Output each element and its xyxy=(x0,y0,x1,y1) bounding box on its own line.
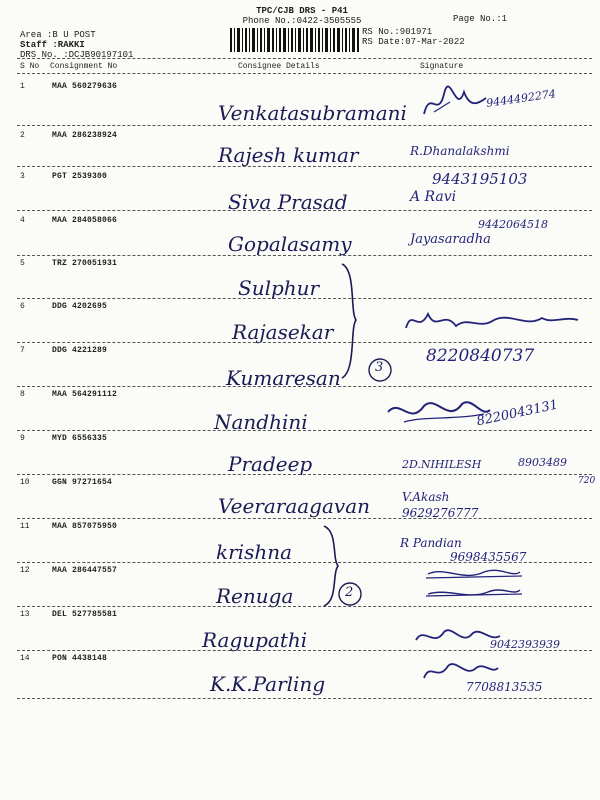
group-brace xyxy=(340,262,360,380)
row-consignment: DEL 527785581 xyxy=(52,610,118,619)
area: Area :B U POST xyxy=(20,30,96,40)
margin-note: 720 xyxy=(578,476,596,486)
row-consignment: MAA 286238924 xyxy=(52,131,118,140)
row-sno: 3 xyxy=(20,172,25,181)
row-sno: 5 xyxy=(20,259,25,268)
consignee-name: Rajesh kumar xyxy=(218,143,359,167)
row-divider xyxy=(17,562,592,563)
row-sno: 9 xyxy=(20,434,25,443)
row-consignment: PON 4438148 xyxy=(52,654,108,663)
consignee-name: K.K.Parling xyxy=(210,672,326,696)
signature-scribble xyxy=(412,622,502,652)
signature-phone: 8903489 xyxy=(518,456,567,469)
row-consignment: MAA 284058066 xyxy=(52,216,118,225)
signature-text: Jayasaradha xyxy=(410,232,491,247)
header-divider xyxy=(17,58,592,59)
header-right-block xyxy=(362,27,465,47)
row-sno: 8 xyxy=(20,390,25,399)
row-divider xyxy=(17,430,592,431)
signature-text: R.Dhanalakshmi xyxy=(410,144,510,158)
consignee-name: Rajasekar xyxy=(232,320,334,344)
header-title-block xyxy=(232,6,372,26)
row-divider xyxy=(17,386,592,387)
row-sno: 12 xyxy=(20,566,30,575)
consignee-name: Renuga xyxy=(216,584,294,608)
row-divider xyxy=(17,298,592,299)
staff: Staff :RAKKI xyxy=(20,40,85,50)
signature-phone: 9442064518 xyxy=(478,218,548,231)
consignee-name: Nandhini xyxy=(214,410,308,434)
signature-phone: 7708813535 xyxy=(466,680,543,694)
consignee-name: Sulphur xyxy=(238,276,320,300)
row-sno: 4 xyxy=(20,216,25,225)
row-divider xyxy=(17,342,592,343)
consignee-name: Veeraraagavan xyxy=(218,494,371,518)
header-phone: Phone No.:0422-3505555 xyxy=(242,16,362,26)
row-consignment: DDG 4202695 xyxy=(52,302,108,311)
row-sno: 13 xyxy=(20,610,30,619)
row-divider xyxy=(17,650,592,651)
row-sno: 7 xyxy=(20,346,25,355)
row-consignment: MAA 286447557 xyxy=(52,566,118,575)
signature-phone: 9698435567 xyxy=(450,550,527,564)
row-sno: 10 xyxy=(20,478,30,487)
row-consignment: MAA 564291112 xyxy=(52,390,118,399)
row-consignment: MYD 6556335 xyxy=(52,434,108,443)
consignee-name: Ragupathi xyxy=(202,628,308,652)
signature-text: R Pandian xyxy=(400,536,462,550)
row-consignment: PGT 2539300 xyxy=(52,172,108,181)
header-title: TPC/CJB DRS - P41 xyxy=(256,6,348,16)
row-sno: 14 xyxy=(20,654,30,663)
row-consignment: MAA 560279636 xyxy=(52,82,118,91)
signature-text: 2D.NIHILESH xyxy=(402,458,482,471)
row-divider xyxy=(17,518,592,519)
column-divider xyxy=(17,73,592,74)
signature-phone: 9629276777 xyxy=(402,506,479,520)
barcode xyxy=(230,28,360,52)
signature-scribble xyxy=(420,84,490,124)
signature-phone: 9443195103 xyxy=(432,170,528,188)
row-divider xyxy=(17,474,592,475)
row-sno: 6 xyxy=(20,302,25,311)
col-signature: Signature xyxy=(420,62,464,71)
row-divider xyxy=(17,210,592,211)
col-sno: S No xyxy=(20,62,40,71)
consignee-name: Kumaresan xyxy=(226,366,341,390)
row-sno: 2 xyxy=(20,131,25,140)
drs-number: DRS No. :DCJB90197101 xyxy=(20,50,134,60)
signature-text: A Ravi xyxy=(410,189,457,205)
group-count: 3 xyxy=(375,360,384,375)
row-sno: 11 xyxy=(20,522,30,531)
col-consignee: Consignee Details xyxy=(238,62,320,71)
consignee-name: Pradeep xyxy=(228,452,313,476)
consignee-name: Venkatasubramani xyxy=(218,101,407,125)
row-divider xyxy=(17,606,592,607)
signature-text: V.Akash xyxy=(402,490,450,504)
consignee-name: Gopalasamy xyxy=(228,232,352,256)
rs-date: RS Date:07-Mar-2022 xyxy=(362,37,465,47)
signature-phone: 8220043131 xyxy=(475,397,560,430)
page-number: Page No.:1 xyxy=(453,14,508,24)
consignee-name: Siva Prasad xyxy=(228,190,348,214)
row-consignment: GGN 97271654 xyxy=(52,478,113,487)
header-left-block xyxy=(20,30,133,60)
consignee-name: krishna xyxy=(216,540,293,564)
signature-phone: 9042393939 xyxy=(490,638,560,651)
row-divider xyxy=(17,125,592,126)
row-consignment: DDG 4221289 xyxy=(52,346,108,355)
row-divider xyxy=(17,255,592,256)
row-divider xyxy=(17,166,592,167)
col-consignment: Consignment No xyxy=(50,62,118,71)
signature-struck-out xyxy=(424,564,524,608)
signature-scribble xyxy=(402,306,582,338)
row-consignment: TRZ 270051931 xyxy=(52,259,118,268)
row-consignment: MAA 857075950 xyxy=(52,522,118,531)
rs-number: RS No.:901971 xyxy=(362,27,433,37)
signature-phone: 9444492274 xyxy=(485,87,557,110)
row-divider xyxy=(17,698,592,699)
signature-phone: 8220840737 xyxy=(426,346,535,366)
group-count: 2 xyxy=(345,585,354,600)
row-sno: 1 xyxy=(20,82,25,91)
